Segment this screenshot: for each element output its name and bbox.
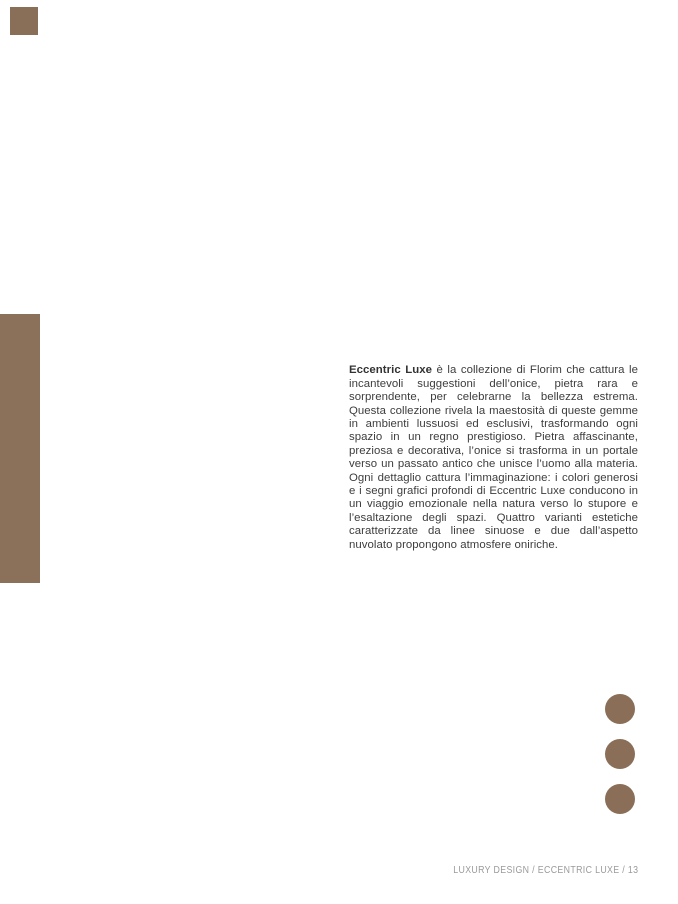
footer-pagination: LUXURY DESIGN / ECCENTRIC LUXE / 13 xyxy=(452,865,638,876)
left-accent-bar xyxy=(0,314,40,583)
corner-accent-square xyxy=(10,7,38,35)
collection-name: Eccentric Luxe xyxy=(349,364,433,377)
dot xyxy=(605,739,635,769)
dot xyxy=(605,694,635,724)
collection-description-text: è la collezione di Florim che cattura le incantevoli suggestioni dell’onice, pietra rara e sorprendente, per celebrarne la bellezza estrema. Questa collezione rivela la maestosità di queste gemme in ambienti lussuosi ed esclusivi, trasformando ogni spazio in un regno prestigioso. Pietra affascinante, preziosa e decorativa, l’onice si trasforma in un portale verso un passato antico che unisce l’uomo alla materia. Ogni dettaglio cattura l’immaginazione: i colori generosi e i segni grafici profondi di Eccentric Luxe conducono in un viaggio emozionale nella natura verso lo stupore e l’esaltazione degli spazi. Quattro varianti estetiche caratterizzate da linee sinuose e due dall’aspetto nuvolato propongono atmosfere oniriche. xyxy=(349,364,638,551)
collection-description xyxy=(349,364,638,552)
dots xyxy=(605,694,635,814)
dot xyxy=(605,784,635,814)
